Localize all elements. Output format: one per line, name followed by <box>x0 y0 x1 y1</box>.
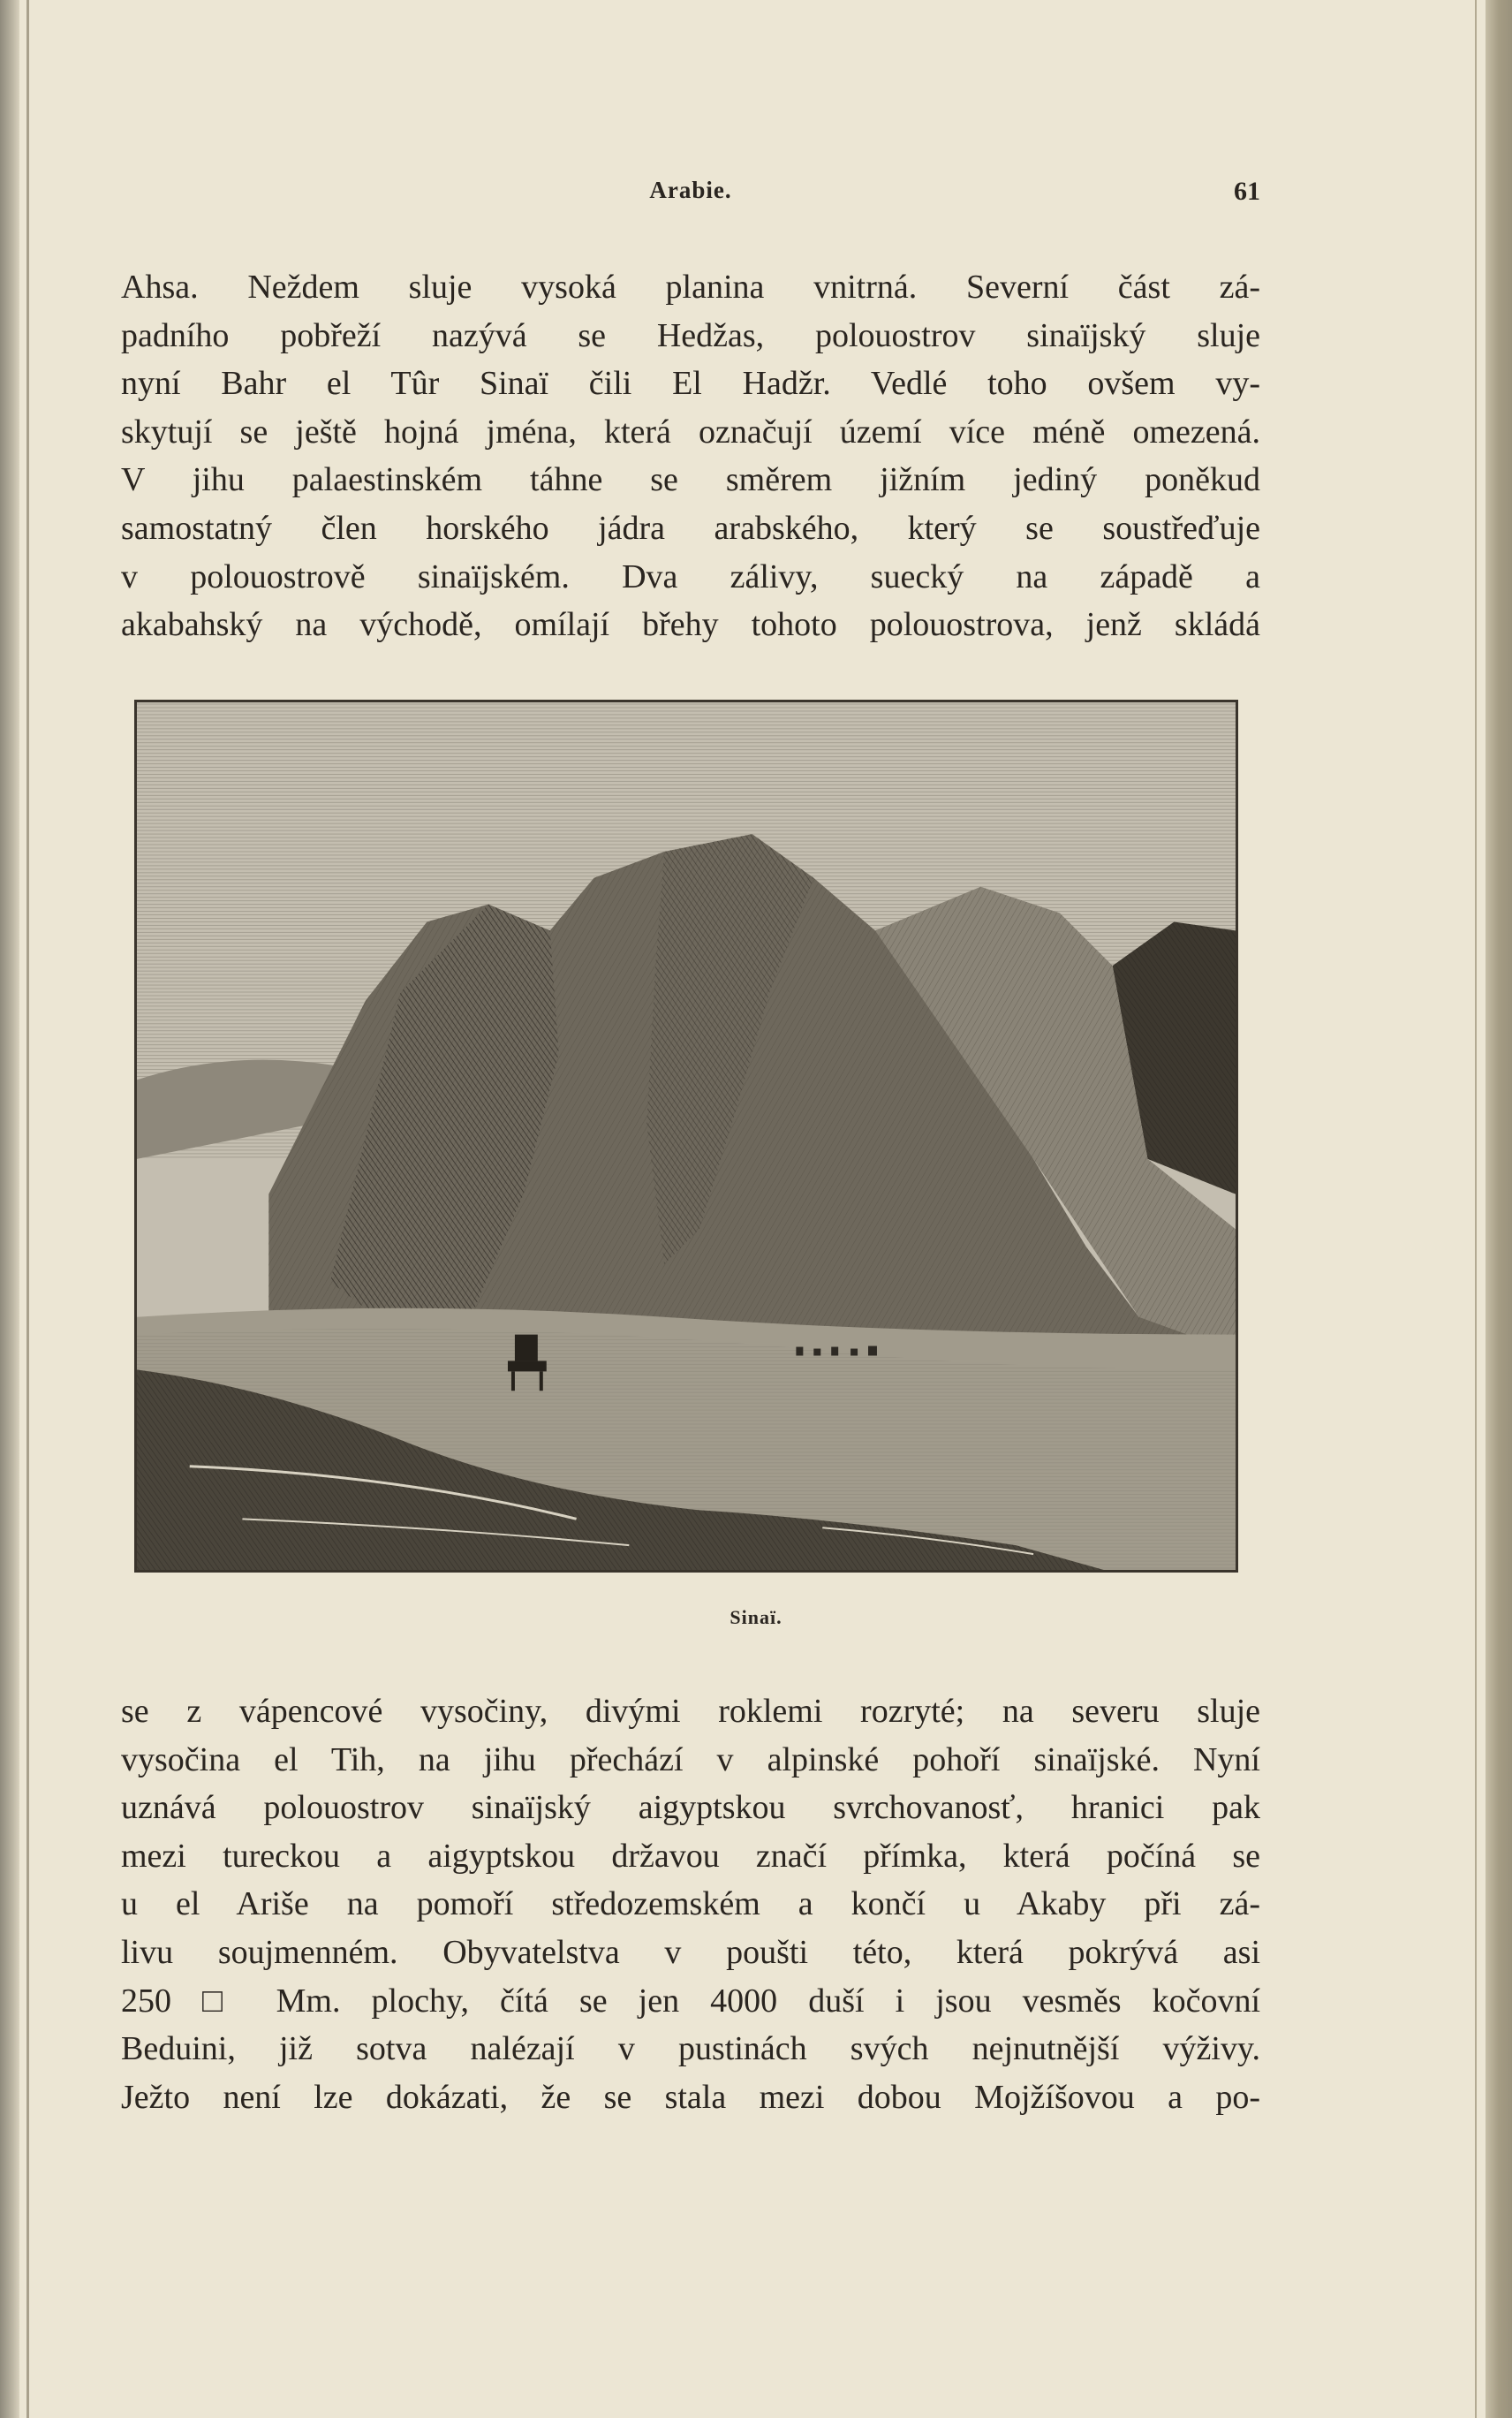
text-line: mezi tureckou a aigyptskou državou značí přímka, která počíná se <box>121 1837 1260 1875</box>
text-line: livu soujmenném. Obyvatelstva v poušti této, která pokrývá asi <box>121 1933 1260 1971</box>
text-line: uznává polouostrov sinaïjský aigyptskou svrchovanosť, hranici pak <box>121 1789 1260 1827</box>
text-line: Ježto není lze dokázati, že se stala mezi dobou Mojžíšovou a po- <box>121 2078 1260 2116</box>
book-spine-shadow <box>0 0 19 2418</box>
text-line: V jihu palaestinském táhne se směrem jižním jediný poněkud <box>121 461 1260 499</box>
text-line: u el Ariše na pomoří středozemském a končí u Akaby při zá- <box>121 1885 1260 1923</box>
text-line: skytují se ještě hojná jména, která označují území více méně omezená. <box>121 413 1260 451</box>
text-line: padního pobřeží nazývá se Hedžas, polouostrov sinaïjský sluje <box>121 316 1260 354</box>
figure-caption: Sinaï. <box>730 1606 782 1628</box>
paragraph-top <box>121 263 1260 649</box>
text-line: samostatný člen horského jádra arabského, který se soustřeďuje <box>121 509 1260 547</box>
text-line: vysočina el Tih, na jihu přechází v alpinské pohoří sinaïjské. Nyní <box>121 1740 1260 1778</box>
text-line: 250 □ Mm. plochy, čítá se jen 4000 duší i jsou vesměs kočovní <box>121 1982 1260 2020</box>
paragraph-bottom <box>121 1687 1260 2121</box>
page-number: 61 <box>1234 177 1260 206</box>
page-header <box>121 177 1260 212</box>
page-edge-line <box>1475 0 1477 2418</box>
page-edge <box>1486 0 1512 2418</box>
running-title: Arabie. <box>649 177 732 203</box>
text-line: se z vápencové vysočiny, divými roklemi rozryté; na severu sluje <box>121 1693 1260 1730</box>
text-line: v polouostrově sinaïjském. Dva zálivy, suecký na západě a <box>121 557 1260 595</box>
sinai-engraving-illustration <box>134 700 1238 1573</box>
text-line: Ahsa. Neždem sluje vysoká planina vnitrná. Severní část zá- <box>121 269 1260 306</box>
page-gutter-line <box>26 0 29 2418</box>
text-line: Beduini, již sotva nalézají v pustinách svých nejnutnější výživy. <box>121 2030 1260 2068</box>
mountain-landscape-illustration <box>137 702 1236 1570</box>
text-line: akabahský na východě, omílají břehy tohoto polouostrova, jenž skládá <box>121 606 1260 644</box>
text-line: nyní Bahr el Tûr Sinaï čili El Hadžr. Vedlé toho ovšem vy- <box>121 365 1260 403</box>
